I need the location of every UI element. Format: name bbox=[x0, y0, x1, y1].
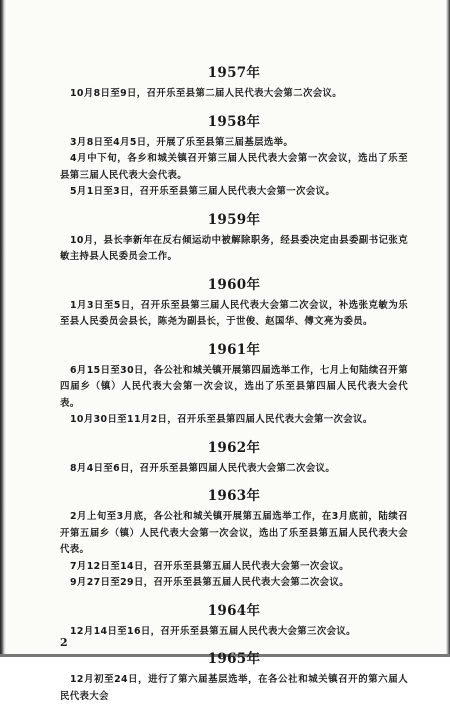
year-section-1961 bbox=[60, 341, 408, 429]
chronicle-entry: 4月中下旬，各乡和城关镇召开第三届人民代表大会第一次会议，选出了乐至县第三届人民代表大会代表。 bbox=[60, 153, 408, 181]
year-heading: 1957年 bbox=[207, 65, 261, 81]
year-section-1958 bbox=[60, 113, 408, 201]
year-section-1963 bbox=[60, 487, 408, 592]
chronicle-entry: 9月27日至29日，召开乐至县第五届人民代表大会第二次会议。 bbox=[70, 577, 349, 588]
chronicle-entry: 8月4日至6日，召开乐至县第四届人民代表大会第二次会议。 bbox=[70, 462, 336, 474]
chronicle-entry: 10月8日至9日，召开乐至县第二届人民代表大会第二次会议。 bbox=[70, 88, 343, 99]
chronicle-entry: 10月，县长李新年在反右倾运动中被解除职务，经县委决定由县委副书记张克敏主持县人民委员会工作。 bbox=[60, 234, 408, 262]
year-section-1962 bbox=[60, 439, 408, 478]
chronicle-entry: 5月1日至3日，召开乐至县第三届人民代表大会第一次会议。 bbox=[70, 186, 336, 197]
year-heading: 1959年 bbox=[207, 211, 261, 228]
year-section-1957 bbox=[60, 64, 408, 103]
chronicle-content bbox=[60, 64, 408, 705]
scan-edge-right bbox=[446, 0, 450, 657]
year-heading: 1964年 bbox=[207, 602, 261, 619]
chronicle-entry: 12月初至24日，进行了第六届基层选举，在各公社和城关镇召开的第六届人民代表大会 bbox=[60, 674, 408, 702]
year-section-1964 bbox=[60, 602, 408, 641]
chronicle-entry: 2月上旬至3月底，各公社和城关镇开展第五届选举工作，在3月底前，陆续召开第五届乡（镇）人民代表大会第一次会议，选出了乐至县第五届人民代表大会代表。 bbox=[60, 511, 408, 555]
chronicle-entry: 1月3日至5日，召开乐至县第三届人民代表大会第二次会议，补选张克敏为乐至县人民委员会县长，陈尧为副县长，于世俊、赵国华、傅文亮为委员。 bbox=[60, 299, 408, 327]
year-heading: 1960年 bbox=[207, 276, 261, 293]
chronicle-entry: 10月30日至11月2日，召开乐至县第四届人民代表大会第一次会议。 bbox=[70, 414, 373, 425]
chronicle-entry: 6月15日至30日，各公社和城关镇开展第四届选举工作，七月上旬陆续召开第四届乡（镇）人民代表大会第一次会议，选出了乐至县第四届人民代表大会代表。 bbox=[60, 364, 408, 409]
page-number: 2 bbox=[60, 636, 68, 649]
year-heading: 1961年 bbox=[207, 341, 261, 358]
year-heading: 1962年 bbox=[207, 439, 261, 456]
chronicle-entry: 3月8日至4月5日，开展了乐至县第三届基层选举。 bbox=[70, 136, 294, 148]
year-heading: 1958年 bbox=[207, 113, 261, 130]
chronicle-entry: 12月14日至16日，召开乐至县第五届人民代表大会第三次会议。 bbox=[70, 625, 356, 637]
year-section-1959 bbox=[60, 211, 408, 266]
year-heading: 1965年 bbox=[207, 651, 261, 667]
chronicle-entry: 7月12日至14日，召开乐至县第五届人民代表大会第一次会议。 bbox=[70, 560, 349, 572]
year-heading: 1963年 bbox=[207, 488, 261, 504]
year-section-1965 bbox=[60, 650, 408, 705]
scan-edge-left bbox=[0, 0, 6, 657]
year-section-1960 bbox=[60, 276, 408, 331]
